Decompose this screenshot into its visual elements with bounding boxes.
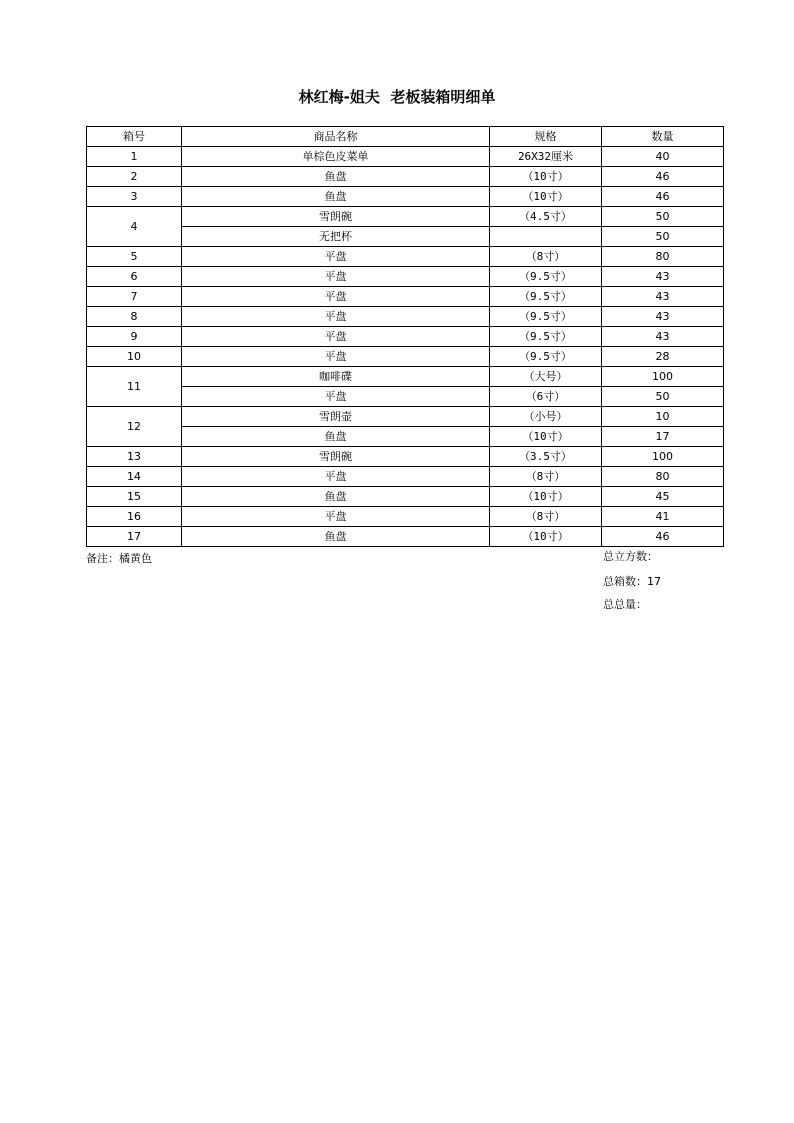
header-product-name: 商品名称 [182, 127, 490, 147]
cell-quantity: 43 [602, 327, 724, 347]
cell-quantity: 50 [602, 227, 724, 247]
cell-box-no: 10 [87, 347, 182, 367]
cell-quantity: 17 [602, 427, 724, 447]
total-quantity-label: 总总量： [603, 598, 647, 611]
cell-box-no: 2 [87, 167, 182, 187]
table-row [87, 427, 724, 447]
cell-box-no: 4 [87, 207, 182, 247]
cell-spec: （4.5寸） [490, 207, 602, 227]
document-title: 林红梅-姐夫 老板装箱明细单 [298, 88, 496, 106]
cell-product-name: 雪朗壶 [182, 407, 490, 427]
table-row [87, 247, 724, 267]
total-boxes [603, 574, 661, 590]
cell-spec: 26X32厘米 [490, 147, 602, 167]
table-row [87, 307, 724, 327]
table-row [87, 367, 724, 387]
header-quantity: 数量 [602, 127, 724, 147]
cell-product-name: 鱼盘 [182, 427, 490, 447]
cell-quantity: 46 [602, 187, 724, 207]
cell-box-no: 17 [87, 527, 182, 547]
cell-box-no: 8 [87, 307, 182, 327]
table-header-row [87, 127, 724, 147]
table-body [87, 147, 724, 547]
cell-quantity: 40 [602, 147, 724, 167]
cell-spec: （9.5寸） [490, 267, 602, 287]
table-row [87, 167, 724, 187]
cell-product-name: 雪朗碗 [182, 207, 490, 227]
total-boxes-label: 总箱数： [603, 575, 647, 588]
cell-spec: （8寸） [490, 507, 602, 527]
table-row [87, 507, 724, 527]
table-row [87, 327, 724, 347]
table-row [87, 487, 724, 507]
cell-box-no: 3 [87, 187, 182, 207]
cell-spec: （9.5寸） [490, 287, 602, 307]
cell-product-name: 平盘 [182, 347, 490, 367]
cell-box-no: 7 [87, 287, 182, 307]
cell-quantity: 50 [602, 387, 724, 407]
cell-product-name: 平盘 [182, 287, 490, 307]
table-row [87, 147, 724, 167]
table-row [87, 447, 724, 467]
cell-spec: （10寸） [490, 427, 602, 447]
cell-product-name: 鱼盘 [182, 187, 490, 207]
cell-spec: （小号） [490, 407, 602, 427]
total-quantity [603, 597, 655, 613]
cell-spec: （大号） [490, 367, 602, 387]
table-row [87, 387, 724, 407]
cell-spec: （9.5寸） [490, 347, 602, 367]
cell-box-no: 14 [87, 467, 182, 487]
cell-quantity: 46 [602, 167, 724, 187]
cell-quantity: 46 [602, 527, 724, 547]
cell-quantity: 10 [602, 407, 724, 427]
table-row [87, 287, 724, 307]
header-box-no: 箱号 [87, 127, 182, 147]
cell-spec: （9.5寸） [490, 327, 602, 347]
cell-product-name: 平盘 [182, 507, 490, 527]
cell-box-no: 15 [87, 487, 182, 507]
cell-box-no: 16 [87, 507, 182, 527]
cell-spec: （10寸） [490, 487, 602, 507]
header-spec: 规格 [490, 127, 602, 147]
table-row [87, 207, 724, 227]
cell-quantity: 100 [602, 367, 724, 387]
cell-box-no: 1 [87, 147, 182, 167]
cell-box-no: 12 [87, 407, 182, 447]
cell-spec: （10寸） [490, 167, 602, 187]
cell-product-name: 平盘 [182, 247, 490, 267]
cell-product-name: 咖啡碟 [182, 367, 490, 387]
cell-quantity: 43 [602, 307, 724, 327]
cell-spec: （10寸） [490, 527, 602, 547]
total-volume [603, 549, 666, 565]
table-row [87, 267, 724, 287]
table-row [87, 467, 724, 487]
cell-quantity: 43 [602, 287, 724, 307]
cell-box-no: 13 [87, 447, 182, 467]
cell-quantity: 43 [602, 267, 724, 287]
cell-product-name: 雪朗碗 [182, 447, 490, 467]
cell-quantity: 100 [602, 447, 724, 467]
cell-spec: （8寸） [490, 467, 602, 487]
cell-spec: （6寸） [490, 387, 602, 407]
remark-note: 备注：橘黄色 [86, 552, 152, 565]
table-row [87, 527, 724, 547]
cell-product-name: 平盘 [182, 327, 490, 347]
cell-quantity: 80 [602, 467, 724, 487]
cell-product-name: 鱼盘 [182, 487, 490, 507]
cell-quantity: 45 [602, 487, 724, 507]
cell-box-no: 11 [87, 367, 182, 407]
total-boxes-value: 17 [647, 575, 661, 588]
cell-product-name: 平盘 [182, 467, 490, 487]
cell-box-no: 9 [87, 327, 182, 347]
cell-quantity: 28 [602, 347, 724, 367]
cell-spec: （10寸） [490, 187, 602, 207]
cell-product-name: 单棕色皮菜单 [182, 147, 490, 167]
total-volume-label: 总立方数： [603, 550, 658, 563]
cell-quantity: 80 [602, 247, 724, 267]
packing-list-table [86, 126, 724, 547]
table-row [87, 407, 724, 427]
table-row [87, 347, 724, 367]
cell-spec: （8寸） [490, 247, 602, 267]
cell-product-name: 鱼盘 [182, 167, 490, 187]
cell-spec [490, 227, 602, 247]
cell-product-name: 鱼盘 [182, 527, 490, 547]
cell-product-name: 平盘 [182, 267, 490, 287]
cell-box-no: 6 [87, 267, 182, 287]
cell-quantity: 50 [602, 207, 724, 227]
table-row [87, 187, 724, 207]
cell-spec: （3.5寸） [490, 447, 602, 467]
cell-product-name: 平盘 [182, 307, 490, 327]
cell-box-no: 5 [87, 247, 182, 267]
cell-spec: （9.5寸） [490, 307, 602, 327]
cell-product-name: 无把杯 [182, 227, 490, 247]
cell-quantity: 41 [602, 507, 724, 527]
table-row [87, 227, 724, 247]
cell-product-name: 平盘 [182, 387, 490, 407]
